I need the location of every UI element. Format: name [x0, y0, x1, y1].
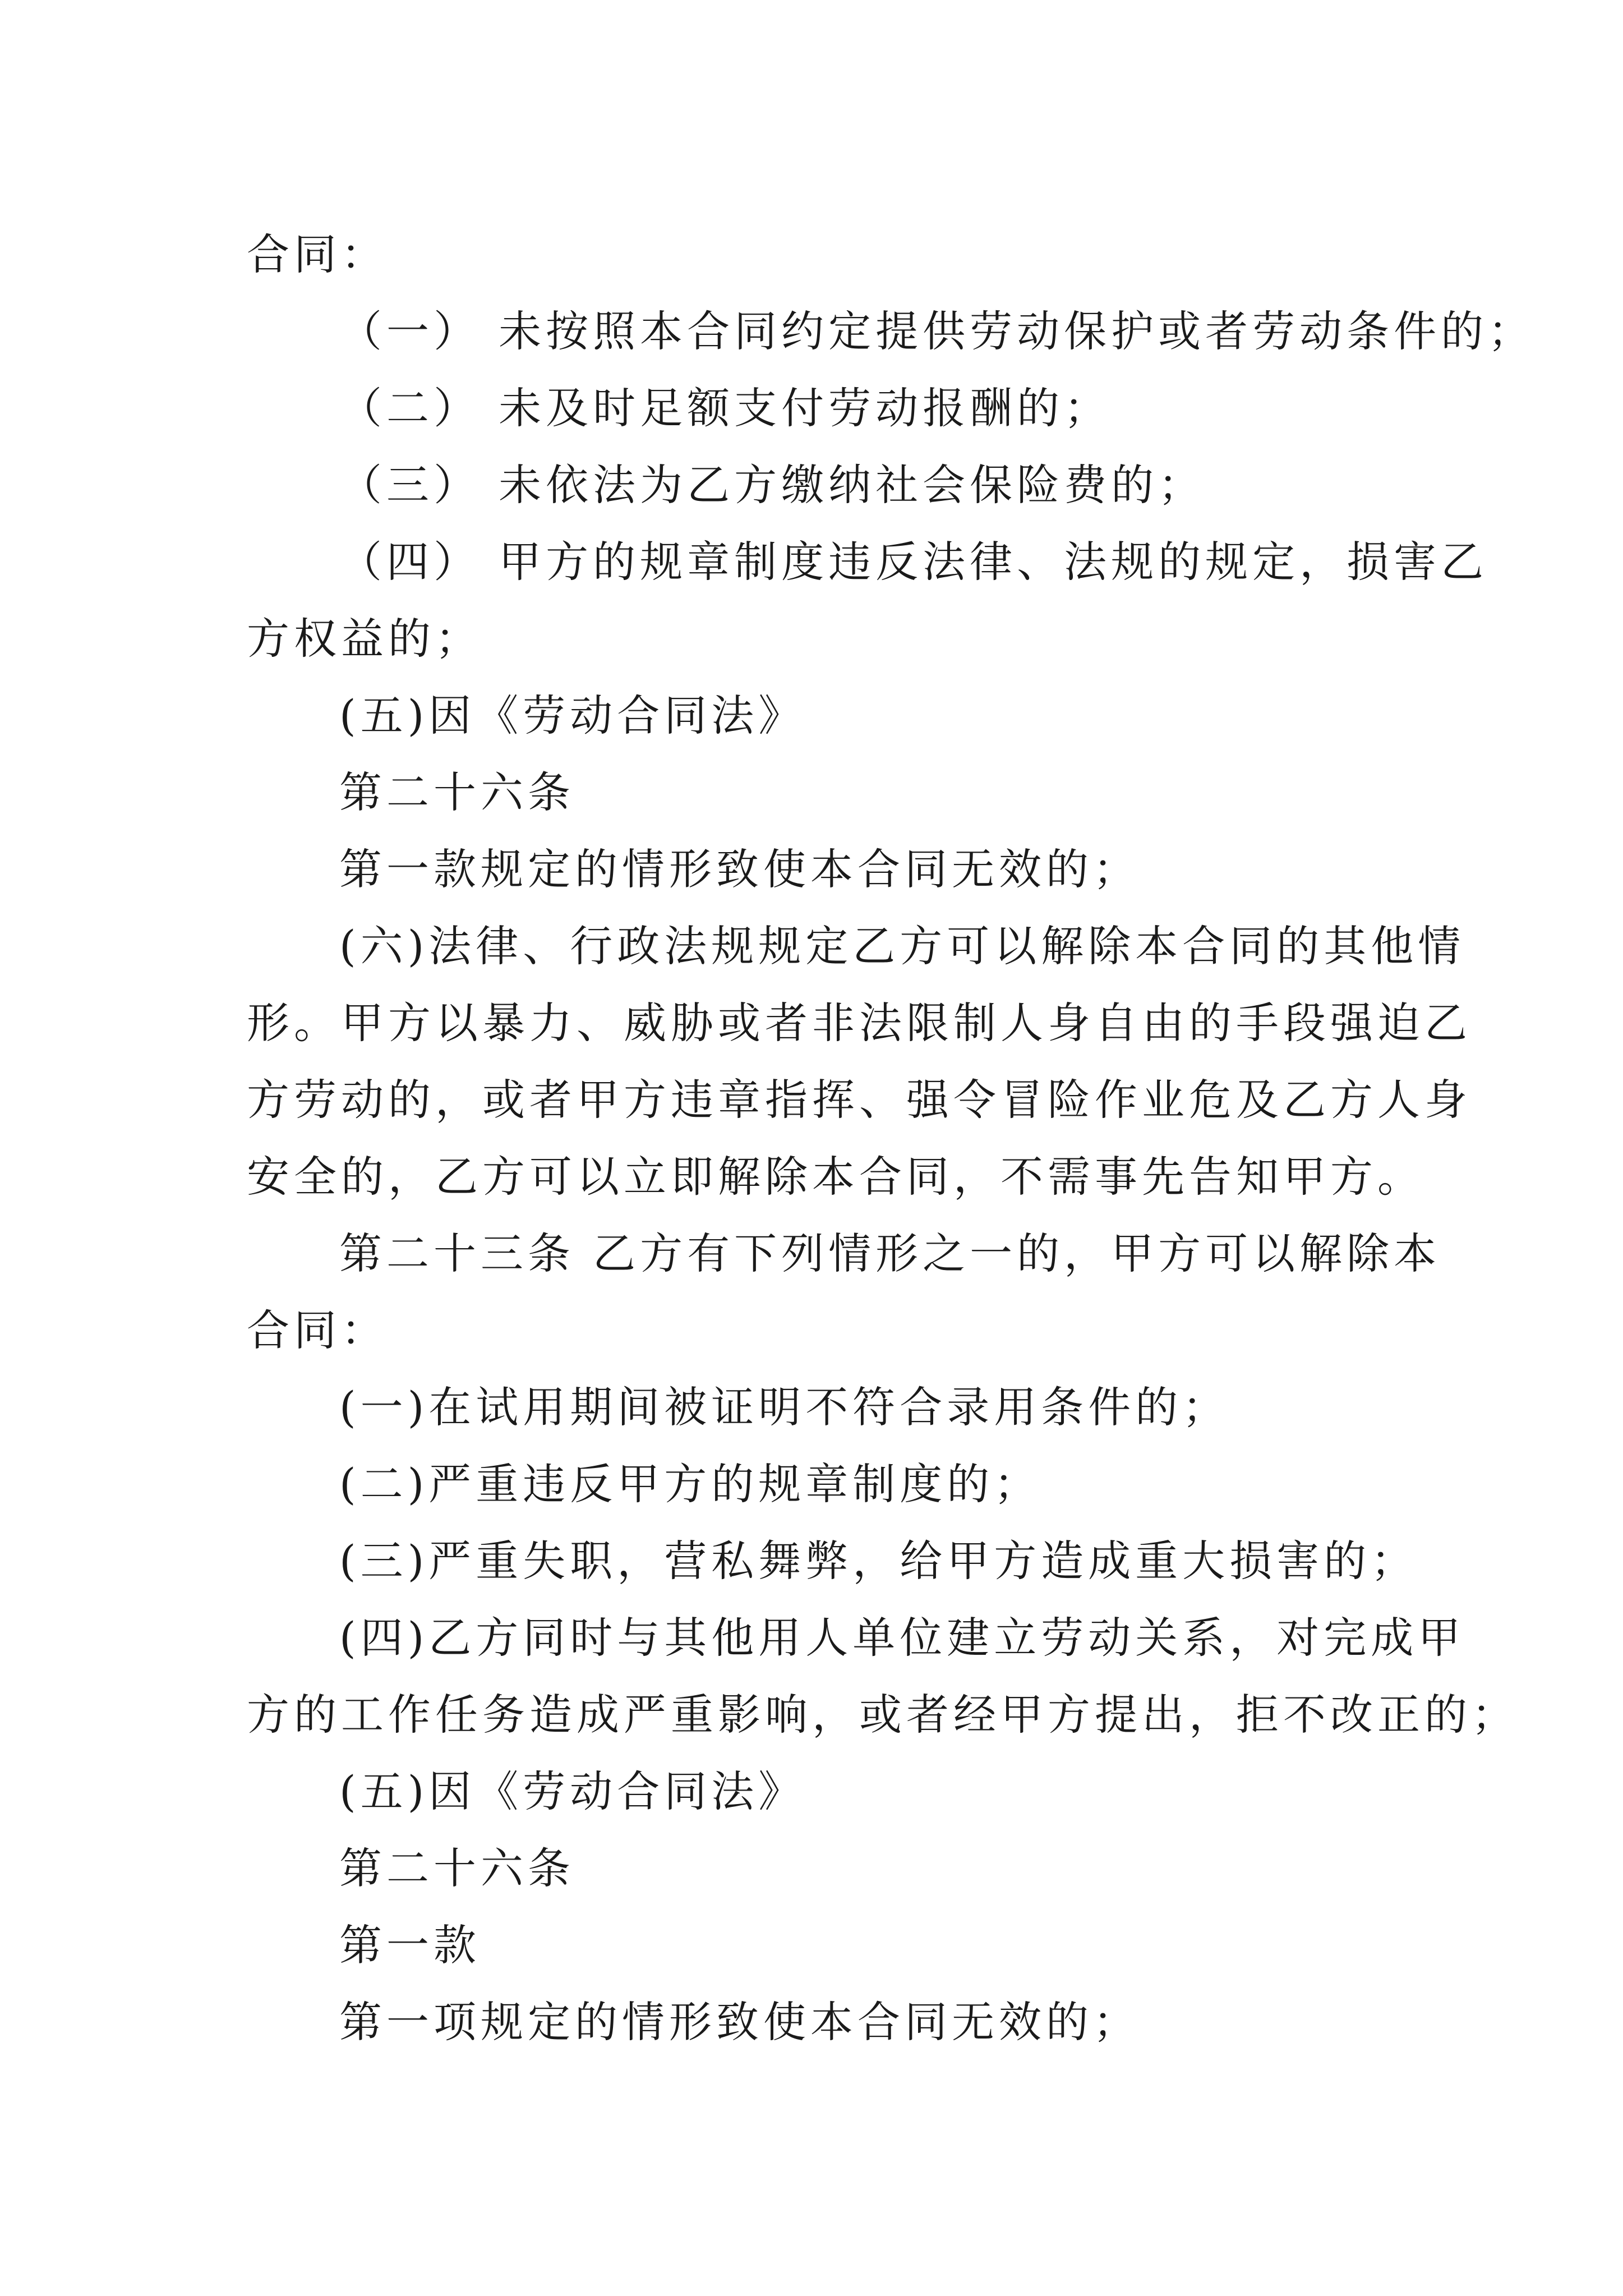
text-line: 安全的，乙方可以立即解除本合同，不需事先告知甲方。 [247, 1152, 1424, 1202]
text-line: 方权益的； [247, 614, 482, 664]
text-line: (五)因《劳动合同法》 [339, 1766, 806, 1816]
text-line: 合同： [247, 1305, 388, 1355]
text-line: (六)法律、行政法规规定乙方可以解除本合同的其他情 [339, 921, 1465, 971]
text-line: (五)因《劳动合同法》 [339, 691, 806, 740]
text-line: 第二十六条 [339, 1843, 575, 1893]
document-body [247, 216, 1536, 2060]
text-line: (二)严重违反甲方的规章制度的； [339, 1459, 1041, 1509]
text-line: 形。甲方以暴力、威胁或者非法限制人身自由的手段强迫乙 [247, 998, 1472, 1048]
text-line: （二） 未及时足额支付劳动报酬的； [339, 383, 1112, 433]
text-line: 第二十六条 [339, 767, 575, 817]
text-line: 第一项规定的情形致使本合同无效的； [339, 1997, 1140, 2047]
text-line: (三)严重失职，营私舞弊，给甲方造成重大损害的； [339, 1536, 1418, 1586]
text-line: 第二十三条 乙方有下列情形之一的，甲方可以解除本 [339, 1228, 1441, 1278]
text-line: 方劳动的，或者甲方违章指挥、强令冒险作业危及乙方人身 [247, 1075, 1472, 1125]
text-line: 第一款规定的情形致使本合同无效的； [339, 844, 1140, 894]
text-line: (一)在试用期间被证明不符合录用条件的； [339, 1382, 1230, 1432]
text-line: 第一款 [339, 1920, 481, 1970]
text-line: 合同： [247, 229, 388, 279]
text-line: （一） 未按照本合同约定提供劳动保护或者劳动条件的； [339, 306, 1536, 356]
text-line: 方的工作任务造成严重影响，或者经甲方提出，拒不改正的； [247, 1690, 1519, 1740]
text-line: （四） 甲方的规章制度违反法律、法规的规定，损害乙 [339, 537, 1488, 587]
text-line: (四)乙方同时与其他用人单位建立劳动关系，对完成甲 [339, 1613, 1465, 1663]
text-line: （三） 未依法为乙方缴纳社会保险费的； [339, 460, 1206, 510]
